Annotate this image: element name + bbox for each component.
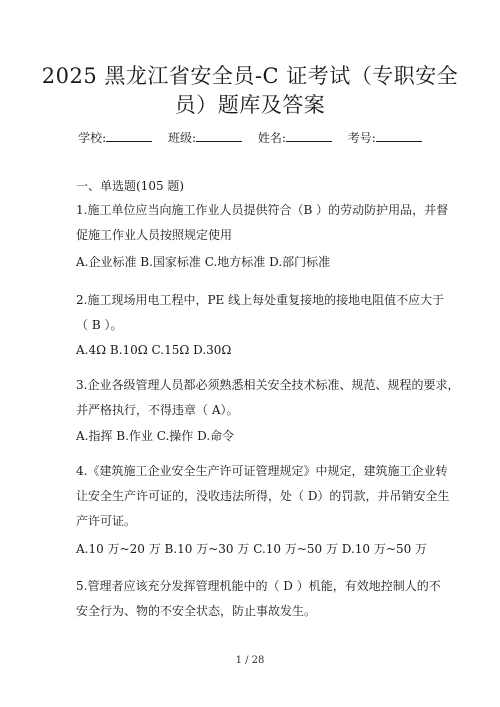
- question-3: [76, 373, 460, 423]
- name-blank: [286, 130, 332, 142]
- school-blank: [106, 130, 152, 142]
- question-line: 安全行为、物的不安全状态，防止事故发生。: [76, 604, 317, 618]
- question-line: 2.施工现场用电工程中，PE 线上每处重复接地的接地电阻值不应大于: [76, 293, 445, 307]
- question-line: 5.管理者应该充分发挥管理机能中的（ D ）机能，有效地控制人的不: [76, 579, 441, 593]
- class-blank: [196, 130, 242, 142]
- question-line: 并严格执行，不得违章（ A）。: [76, 403, 239, 417]
- question-4-options: A.10 万~20 万 B.10 万~30 万 C.10 万~50 万 D.10 万~50 万: [76, 542, 428, 556]
- question-line: （ B ）。: [76, 318, 123, 332]
- question-3-options: A.指挥 B.作业 C.操作 D.命令: [76, 429, 235, 443]
- question-line: 让安全生产许可证的，没收违法所得，处（ D）的罚款，并吊销安全生: [76, 489, 450, 503]
- page-title: [40, 62, 460, 120]
- school-label: 学校:: [78, 131, 107, 145]
- question-4: [76, 459, 450, 534]
- question-2-options: A.4Ω B.10Ω C.15Ω D.30Ω: [76, 343, 232, 357]
- question-5: [76, 574, 441, 624]
- page-number: 1 / 28: [235, 655, 265, 666]
- exam-no-label: 考号:: [347, 131, 376, 145]
- question-line: 3.企业各级管理人员都必须熟悉相关安全技术标准、规范、规程的要求，: [76, 378, 460, 392]
- student-info-line: [0, 130, 500, 146]
- question-1: [76, 198, 449, 248]
- title-line-1: 2025 黑龙江省安全员-C 证考试（专职安全: [41, 64, 459, 88]
- question-2: [76, 288, 445, 338]
- question-line: 4.《建筑施工企业安全生产许可证管理规定》中规定，建筑施工企业转: [76, 464, 448, 478]
- exam-no-blank: [376, 130, 422, 142]
- class-label: 班级:: [168, 131, 197, 145]
- title-line-2: 员）题库及答案: [174, 93, 326, 117]
- question-line: 产许可证。: [76, 514, 137, 528]
- question-line: 促施工作业人员按照规定使用: [76, 228, 233, 242]
- question-1-options: A.企业标准 B.国家标准 C.地方标准 D.部门标准: [76, 255, 331, 269]
- section-heading: 一、单选题(105 题): [76, 179, 185, 193]
- name-label: 姓名:: [257, 131, 286, 145]
- question-line: 1.施工单位应当向施工作业人员提供符合（B ）的劳动防护用品，并督: [76, 203, 449, 217]
